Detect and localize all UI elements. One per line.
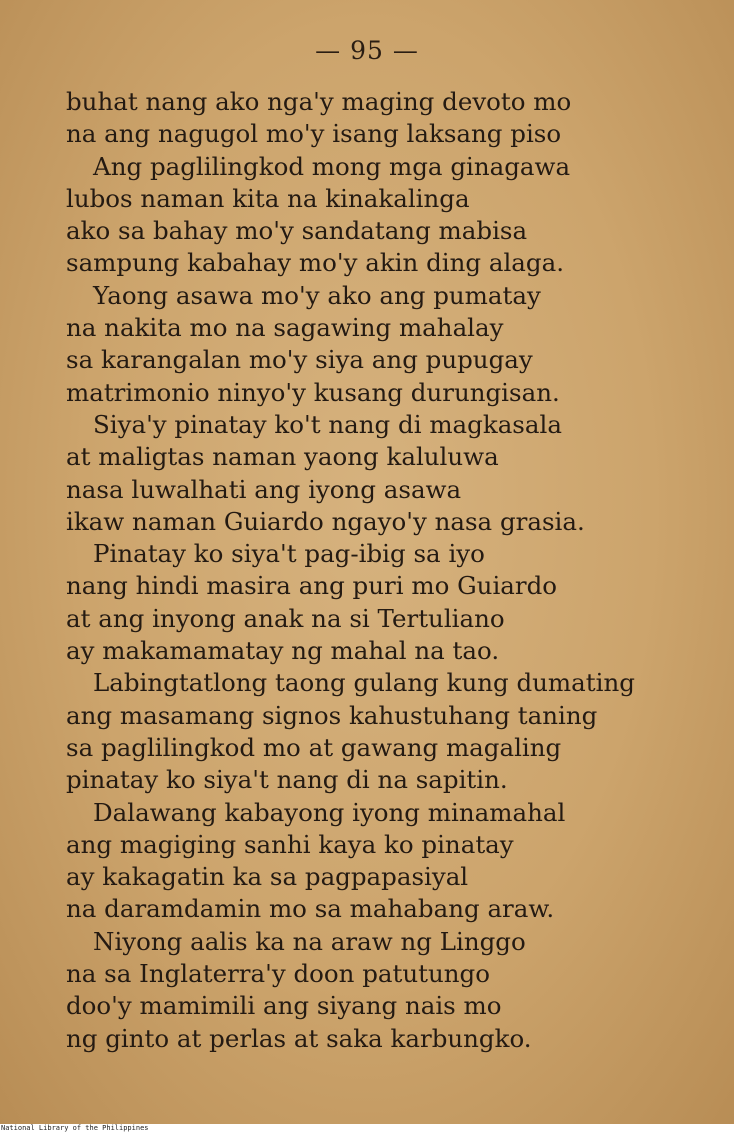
verse-line: ako sa bahay mo'y sandatang mabisa [66,216,528,246]
verse-line: ng ginto at perlas at saka karbungko. [66,1023,532,1053]
verse-line: ang magiging sanhi kaya ko pinatay [66,829,514,859]
verse-line: sa karangalan mo'y siya ang pupugay [66,345,533,375]
verse-line: ay kakagatin ka sa pagpapasiyal [66,862,469,892]
stanza [66,409,706,538]
library-credit: National Library of the Philippines [1,1124,149,1132]
verse-line: nang hindi masira ang puri mo Guiardo [66,571,558,601]
poem-body [66,86,706,1055]
verse-line: na ang nagugol mo'y isang laksang piso [66,119,562,149]
verse-line: na sa Inglaterra'y doon patutungo [66,959,490,989]
verse-line: at maligtas naman yaong kaluluwa [66,442,499,472]
verse-line: na nakita mo na sagawing mahalay [66,313,504,343]
verse-line: Yaong asawa mo'y ako ang pumatay [93,280,541,310]
verse-line: doo'y mamimili ang siyang nais mo [66,991,502,1021]
verse-line: at ang inyong anak na si Tertuliano [66,603,505,633]
verse-line: nasa luwalhati ang iyong asawa [66,474,462,504]
verse-line: ay makamamatay ng mahal na tao. [66,636,500,666]
page-number: — 95 — [315,36,419,65]
stanza [66,538,706,667]
verse-line: sa paglilingkod mo at gawang magaling [66,732,562,762]
stanza [66,151,706,280]
stanza [66,280,706,409]
verse-line: pinatay ko siya't nang di na sapitin. [66,765,508,795]
verse-line: matrimonio ninyo'y kusang durungisan. [66,377,560,407]
verse-line: Ang paglilingkod mong mga ginagawa [93,151,571,181]
verse-line: sampung kabahay mo'y akin ding alaga. [66,248,564,278]
verse-line: Niyong aalis ka na araw ng Linggo [93,926,526,956]
verse-line: Dalawang kabayong iyong minamahal [93,797,566,827]
verse-line: Labingtatlong taong gulang kung dumating [93,668,635,698]
verse-line: Pinatay ko siya't pag-ibig sa iyo [93,539,485,569]
stanza [66,797,706,926]
stanza [66,926,706,1055]
verse-line: ikaw naman Guiardo ngayo'y nasa grasia. [66,506,585,536]
verse-line: lubos naman kita na kinakalinga [66,183,470,213]
stanza [66,667,706,796]
verse-line: ang masamang signos kahustuhang taning [66,700,598,730]
verse-line: Siya'y pinatay ko't nang di magkasala [93,409,562,439]
stanza [66,86,706,151]
verse-line: buhat nang ako nga'y maging devoto mo [66,87,572,116]
verse-line: na daramdamin mo sa mahabang araw. [66,894,555,924]
